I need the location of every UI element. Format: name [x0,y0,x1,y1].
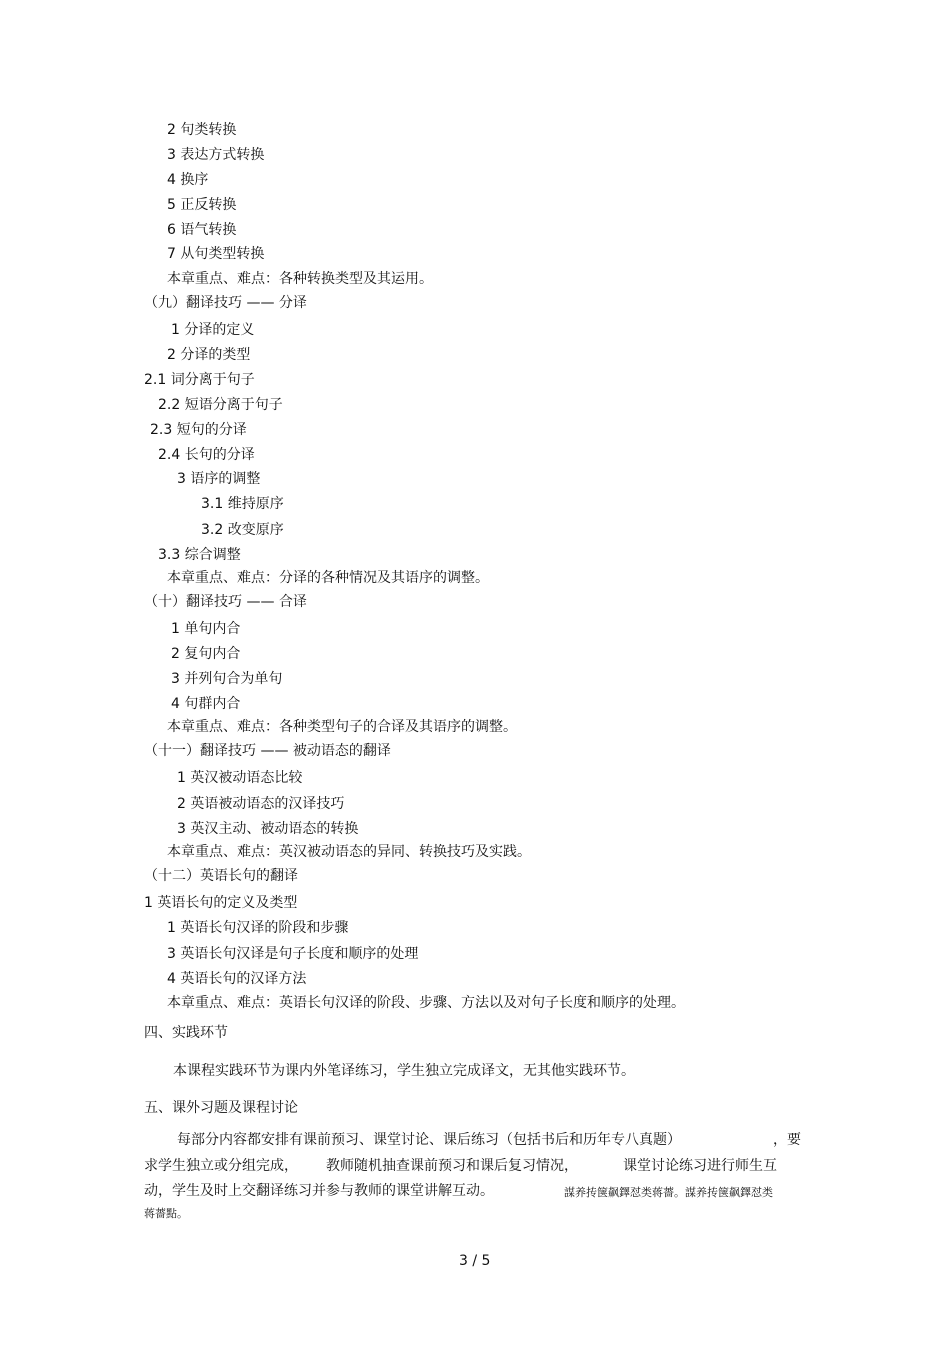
chapter-keypoint: 本章重点、难点：各种转换类型及其运用。 [167,271,433,287]
paragraph-line: 求学生独立或分组完成， [144,1158,298,1174]
chapter-heading: （十）翻译技巧 —— 合译 [144,594,307,610]
list-item: 3 并列句合为单句 [171,671,283,687]
chapter-keypoint: 本章重点、难点：各种类型句子的合译及其语序的调整。 [167,719,517,735]
list-item: 2 英语被动语态的汉译技巧 [177,796,345,812]
list-item: 2.2 短语分离于句子 [158,397,283,413]
list-item: 4 换序 [167,172,209,188]
list-item: 2.1 词分离于句子 [144,372,255,388]
paragraph-line: 课堂讨论练习进行师生互 [623,1158,777,1174]
list-item: 4 英语长句的汉译方法 [167,971,307,987]
list-item: 3.3 综合调整 [158,547,241,563]
chapter-heading: （十一）翻译技巧 —— 被动语态的翻译 [144,743,391,759]
list-item: 2 分译的类型 [167,347,251,363]
list-item: 5 正反转换 [167,197,237,213]
list-item: 2.3 短句的分译 [150,422,247,438]
page-number: 3 / 5 [459,1253,491,1269]
chapter-heading: （九）翻译技巧 —— 分译 [144,295,307,311]
paragraph-line: 动，学生及时上交翻译练习并参与教师的课堂讲解互动。 [144,1183,494,1199]
garbled-text: 謀养抟箧飙鐸怼类蒋薔。謀养抟箧飙鐸怼类 [564,1186,773,1199]
list-item: 2.4 长句的分译 [158,447,255,463]
list-item: 3 英汉主动、被动语态的转换 [177,821,359,837]
list-item: 3.2 改变原序 [201,522,284,538]
list-item: 3 英语长句汉译是句子长度和顺序的处理 [167,946,419,962]
list-item: 6 语气转换 [167,222,237,238]
list-item: 4 句群内合 [171,696,241,712]
paragraph-line: 每部分内容都安排有课前预习、课堂讨论、课后练习（包括书后和历年专八真题） [177,1132,681,1148]
paragraph: 本课程实践环节为课内外笔译练习，学生独立完成译文，无其他实践环节。 [173,1063,635,1079]
list-item: 2 复句内合 [171,646,241,662]
garbled-text: 蒋薔點。 [144,1207,188,1220]
list-item: 1 分译的定义 [171,322,255,338]
list-item: 2 句类转换 [167,122,237,138]
section-heading: 四、实践环节 [144,1025,228,1041]
list-item: 7 从句类型转换 [167,246,265,262]
chapter-keypoint: 本章重点、难点：分译的各种情况及其语序的调整。 [167,570,489,586]
list-item: 1 英汉被动语态比较 [177,770,303,786]
list-item: 1 英语长句的定义及类型 [144,895,298,911]
chapter-keypoint: 本章重点、难点：英语长句汉译的阶段、步骤、方法以及对句子长度和顺序的处理。 [167,995,685,1011]
section-heading: 五、课外习题及课程讨论 [144,1100,298,1116]
paragraph-line: 教师随机抽查课前预习和课后复习情况， [326,1158,578,1174]
chapter-keypoint: 本章重点、难点：英汉被动语态的异同、转换技巧及实践。 [167,844,531,860]
chapter-heading: （十二）英语长句的翻译 [144,868,298,884]
list-item: 1 单句内合 [171,621,241,637]
list-item: 1 英语长句汉译的阶段和步骤 [167,920,349,936]
paragraph-line: ，要 [773,1132,801,1148]
list-item: 3.1 维持原序 [201,496,284,512]
list-item: 3 语序的调整 [177,471,261,487]
list-item: 3 表达方式转换 [167,147,265,163]
